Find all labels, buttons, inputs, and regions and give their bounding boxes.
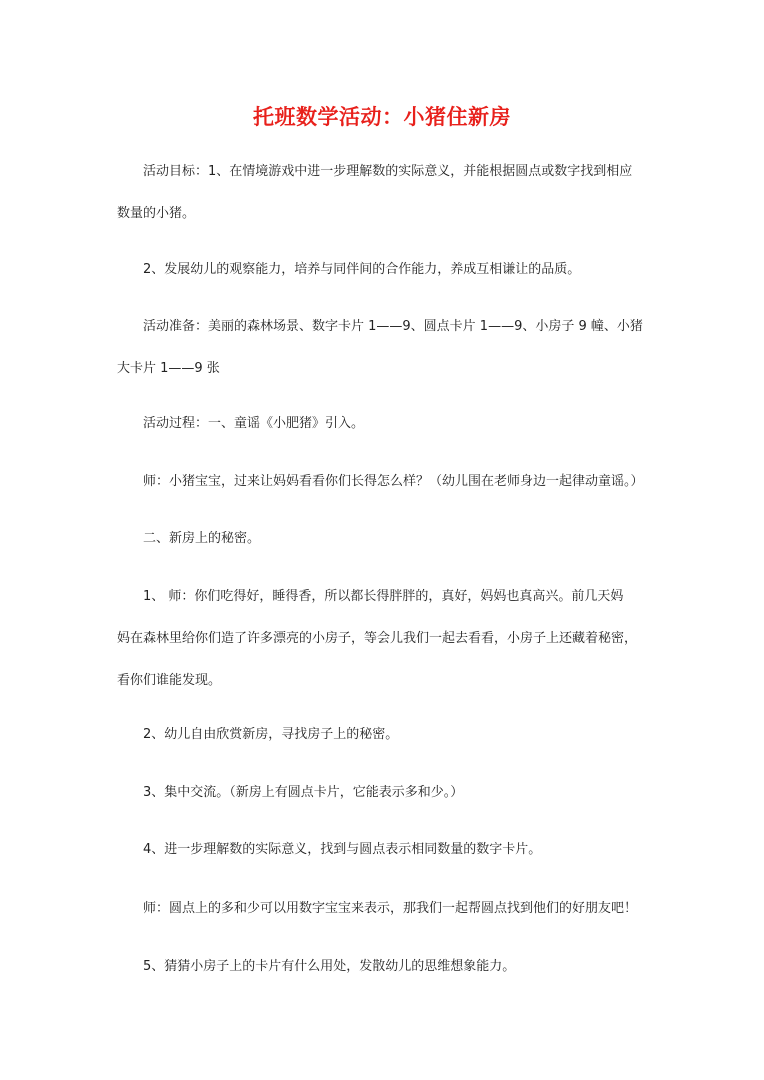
text-line: 3、集中交流。（新房上有圆点卡片，它能表示多和少。）: [143, 785, 464, 800]
paragraph-activity-preparation: [117, 306, 657, 390]
text-line: 活动准备：美丽的森林场景、数字卡片 1——9、圆点卡片 1——9、小房子 9 幢、小猪: [143, 319, 643, 334]
document-title: 托班数学活动：小猪住新房: [253, 104, 511, 129]
text-line: 大卡片 1——9 张: [117, 361, 220, 376]
paragraph-step-1: [117, 576, 657, 702]
text-line: 看你们谁能发现。: [117, 673, 222, 688]
text-line: 师：小猪宝宝，过来让妈妈看看你们长得怎么样？（幼儿围在老师身边一起律动童谣。）: [143, 474, 644, 489]
paragraph-section-2: [117, 518, 657, 560]
text-line: 4、进一步理解数的实际意义，找到与圆点表示相同数量的数字卡片。: [143, 842, 542, 857]
text-line: 活动过程：一、童谣《小肥猪》引入。: [143, 416, 365, 431]
text-line: 数量的小猪。: [117, 206, 196, 221]
paragraph-step-5: [117, 946, 657, 988]
paragraph-step-2: [117, 714, 657, 756]
text-line: 活动目标：1、在情境游戏中进一步理解数的实际意义，并能根据圆点或数字找到相应: [143, 164, 633, 179]
paragraph-step-4: [117, 829, 657, 871]
paragraph-teacher-dots: [117, 888, 657, 930]
text-line: 师：圆点上的多和少可以用数字宝宝来表示，那我们一起帮圆点找到他们的好朋友吧！: [143, 901, 638, 916]
text-line: 5、猜猜小房子上的卡片有什么用处，发散幼儿的思维想象能力。: [143, 959, 516, 974]
paragraph-step-3: [117, 772, 657, 814]
paragraph-teacher-intro: [117, 461, 657, 503]
paragraph-activity-goal: [117, 151, 657, 235]
text-line: 二、新房上的秘密。: [143, 531, 261, 546]
paragraph-activity-process: [117, 403, 657, 445]
text-line: 2、幼儿自由欣赏新房，寻找房子上的秘密。: [143, 727, 399, 742]
paragraph-goal-2: [117, 249, 657, 291]
text-line: 2、发展幼儿的观察能力，培养与同伴间的合作能力，养成互相谦让的品质。: [143, 262, 581, 277]
text-line: 1、 师：你们吃得好，睡得香，所以都长得胖胖的，真好，妈妈也真高兴。前几天妈: [143, 589, 624, 604]
text-line: 妈在森林里给你们造了许多漂亮的小房子，等会儿我们一起去看看，小房子上还藏着秘密，: [117, 631, 638, 646]
